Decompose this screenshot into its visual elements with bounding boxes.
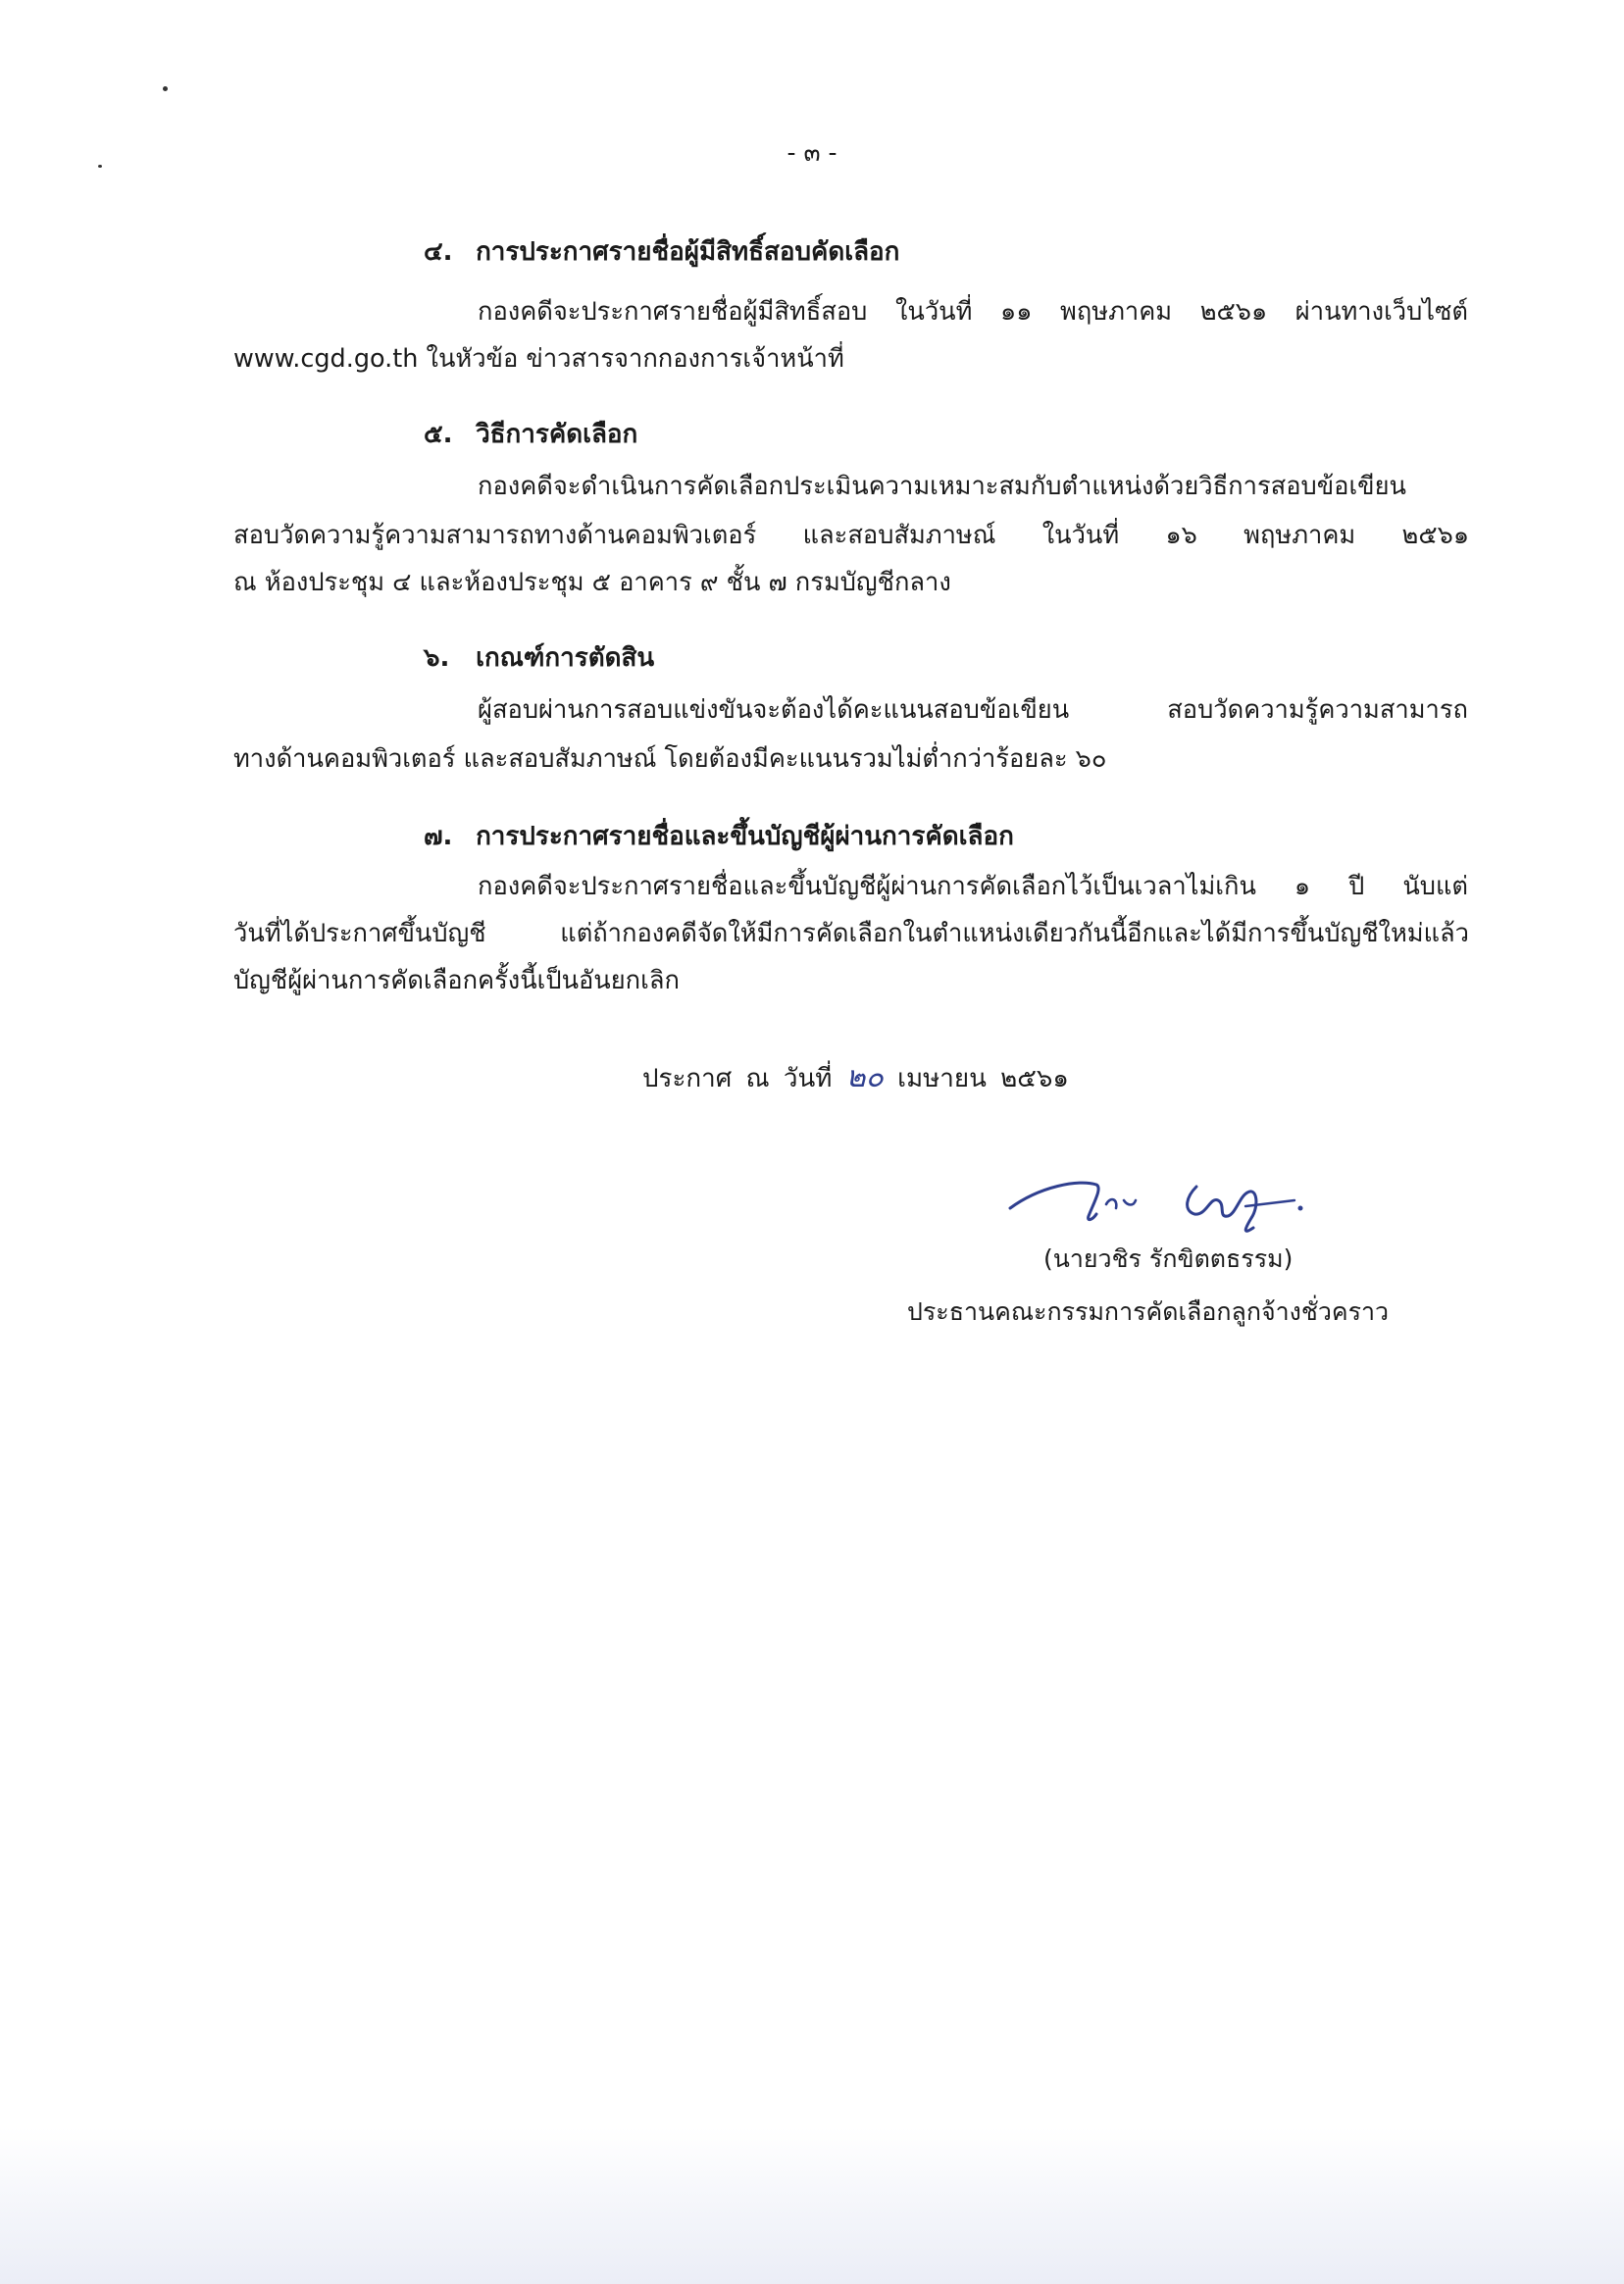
paragraph-line: www.cgd.go.th ในหัวข้อ ข่าวสารจากกองการเจ้าหน้าที่ xyxy=(233,344,844,374)
announcement-day-handwritten: ๒๐ xyxy=(845,1060,884,1094)
paragraph-line: บัญชีผู้ผ่านการคัดเลือกครั้งนี้เป็นอันยกเลิก xyxy=(233,966,680,995)
paragraph-line: กองคดีจะประกาศรายชื่อผู้มีสิทธิ์สอบ ในวันที่ ๑๑ พฤษภาคม ๒๕๖๑ ผ่านทางเว็บไซต์ xyxy=(478,297,1468,327)
section-title: การประกาศรายชื่อและขึ้นบัญชีผู้ผ่านการคัดเลือก xyxy=(476,822,1014,851)
handwritten-signature xyxy=(1000,1157,1334,1245)
section-5-heading xyxy=(424,414,637,454)
paragraph-line: วันที่ได้ประกาศขึ้นบัญชี แต่ถ้ากองคดีจัดให้มีการคัดเลือกในตำแหน่งเดียวกันนี้อีกและได้มีการขึ้นบัญชีใหม่แล้ว xyxy=(233,919,1469,948)
signatory-name: (นายวชิร รักขิตตธรรม) xyxy=(1043,1244,1294,1273)
section-number: ๗. xyxy=(424,822,453,851)
section-title: วิธีการคัดเลือก xyxy=(476,420,638,449)
announcement-date xyxy=(642,1054,1069,1100)
section-number: ๖. xyxy=(424,643,450,673)
scan-shading xyxy=(0,2127,1624,2284)
announcement-prefix: ประกาศ ณ วันที่ xyxy=(642,1064,833,1093)
paragraph-line: ณ ห้องประชุม ๔ และห้องประชุม ๕ อาคาร ๙ ชั้น ๗ กรมบัญชีกลาง xyxy=(233,568,951,597)
section-title: การประกาศรายชื่อผู้มีสิทธิ์สอบคัดเลือก xyxy=(476,237,900,267)
signatory-title: ประธานคณะกรรมการคัดเลือกลูกจ้างชั่วคราว xyxy=(907,1297,1390,1326)
section-number: ๕. xyxy=(424,420,453,449)
paragraph-line: ผู้สอบผ่านการสอบแข่งขันจะต้องได้คะแนนสอบข้อเขียน สอบวัดความรู้ความสามารถ xyxy=(478,695,1468,725)
page-number: - ๓ - xyxy=(787,138,837,167)
paragraph-line: กองคดีจะดำเนินการคัดเลือกประเมินความเหมาะสมกับตำแหน่งด้วยวิธีการสอบข้อเขียน xyxy=(478,472,1406,501)
scan-speck xyxy=(163,86,168,91)
announcement-month-year: เมษายน ๒๕๖๑ xyxy=(897,1064,1069,1093)
paragraph-line: สอบวัดความรู้ความสามารถทางด้านคอมพิวเตอร์ และสอบสัมภาษณ์ ในวันที่ ๑๖ พฤษภาคม ๒๕๖๑ xyxy=(233,521,1469,550)
paragraph-line: ทางด้านคอมพิวเตอร์ และสอบสัมภาษณ์ โดยต้องมีคะแนนรวมไม่ต่ำกว่าร้อยละ ๖๐ xyxy=(233,744,1107,774)
paragraph-line: กองคดีจะประกาศรายชื่อและขึ้นบัญชีผู้ผ่านการคัดเลือกไว้เป็นเวลาไม่เกิน ๑ ปี นับแต่ xyxy=(478,872,1468,901)
section-6-heading xyxy=(424,637,654,678)
section-number: ๔. xyxy=(424,237,453,267)
section-4-heading xyxy=(424,231,899,272)
section-title: เกณฑ์การตัดสิน xyxy=(476,643,655,673)
section-7-heading xyxy=(424,816,1014,856)
